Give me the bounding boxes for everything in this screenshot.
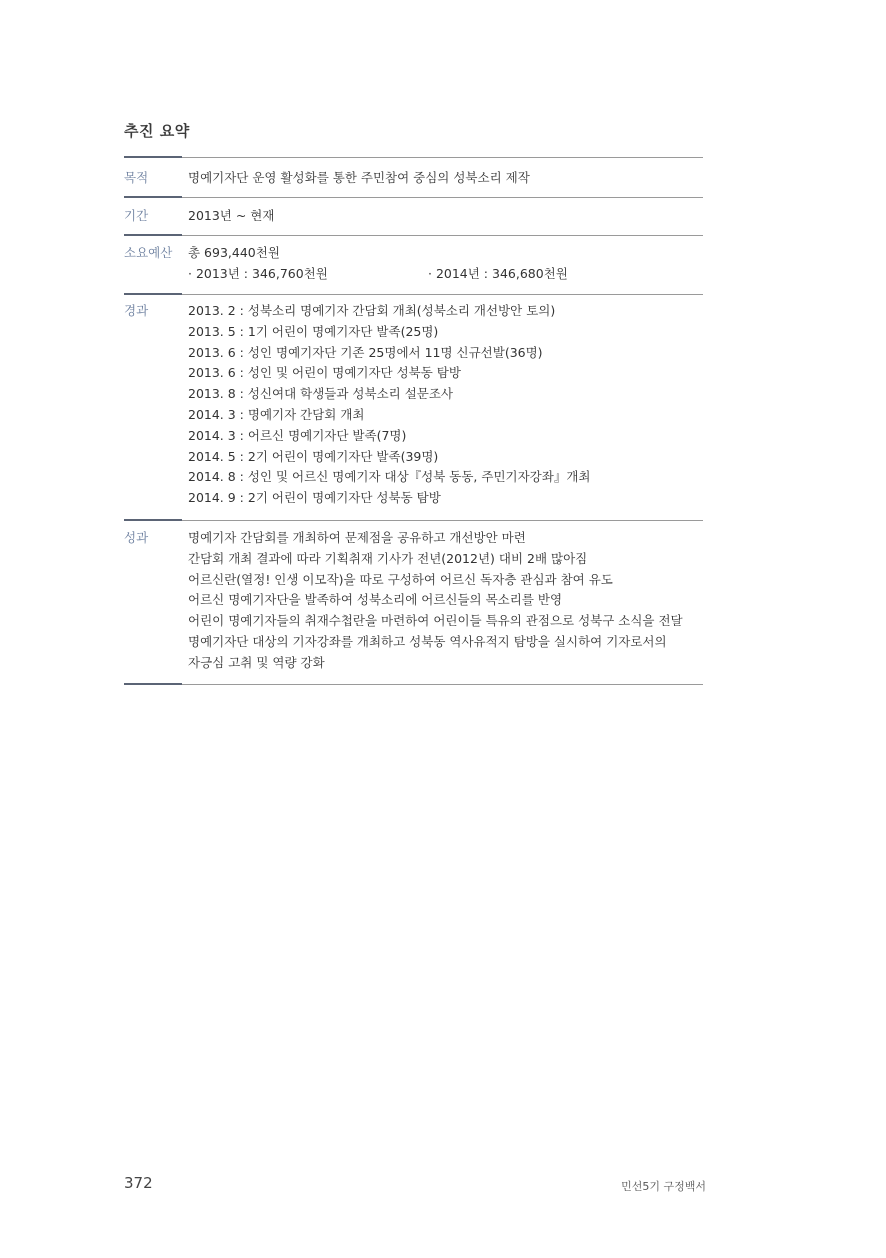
content-line: 어르신란(열정! 인생 이모작)을 따로 구성하여 어르신 독자층 관심과 참여 유도 — [188, 571, 613, 587]
content-line: 간담회 개최 결과에 따라 기획취재 기사가 전년(2012년) 대비 2배 많아짐 — [188, 550, 588, 566]
budget-2013: · 2013년 : 346,760천원 — [188, 265, 328, 281]
budget-2014: · 2014년 : 346,680천원 — [428, 265, 568, 281]
content-line: 자긍심 고취 및 역량 강화 — [188, 654, 325, 670]
content-line: 명예기자단 대상의 기자강좌를 개최하고 성북동 역사유적지 탐방을 실시하여 기자로서의 — [188, 633, 667, 649]
content-line: 2013. 5 : 1기 어린이 명예기자단 발족(25명) — [188, 323, 439, 339]
table-divider — [124, 684, 703, 685]
row-purpose — [124, 158, 703, 197]
budget-breakdown — [188, 264, 703, 285]
content-line: 2013년 ~ 현재 — [188, 208, 275, 223]
content-line: 2014. 8 : 성인 및 어르신 명예기자 대상『성북 동동, 주민기자강좌』개최 — [188, 469, 591, 485]
content-line: 2013. 2 : 성북소리 명예기자 간담회 개최(성북소리 개선방안 토의) — [188, 303, 556, 318]
content-line: 2014. 3 : 어르신 명예기자단 발족(7명) — [188, 427, 407, 443]
content-line: 2014. 3 : 명예기자 간담회 개최 — [188, 406, 365, 422]
budget-total: 총 693,440천원 — [188, 245, 280, 260]
content-line: 어린이 명예기자들의 취재수첩란을 마련하여 어린이들 특유의 관점으로 성북구 소식을 전달 — [188, 613, 683, 629]
row-label: 기간 — [124, 208, 149, 223]
row-label: 경과 — [124, 303, 149, 318]
content-line: 명예기자단 운영 활성화를 통한 주민참여 중심의 성북소리 제작 — [188, 170, 530, 185]
table-divider — [124, 157, 703, 158]
table-divider — [124, 294, 703, 295]
table-divider — [124, 520, 703, 521]
row-progress — [124, 295, 703, 520]
row-content — [188, 528, 703, 684]
content-line: 2014. 5 : 2기 어린이 명예기자단 발족(39명) — [188, 448, 439, 464]
content-line: 2013. 8 : 성신여대 학생들과 성북소리 설문조사 — [188, 386, 453, 402]
row-content — [188, 243, 703, 294]
content-line: 2013. 6 : 성인 명예기자단 기존 25명에서 11명 신규선발(36명) — [188, 344, 543, 360]
row-budget — [124, 236, 703, 294]
content-line: 2013. 6 : 성인 및 어린이 명예기자단 성북동 탐방 — [188, 365, 461, 381]
summary-table — [124, 157, 703, 685]
row-label: 목적 — [124, 170, 149, 185]
page-number: 372 — [124, 1174, 153, 1192]
row-label: 소요예산 — [124, 245, 173, 260]
row-label: 성과 — [124, 530, 149, 545]
row-content — [188, 206, 703, 235]
content-line: 명예기자 간담회를 개최하여 문제점을 공유하고 개선방안 마련 — [188, 530, 526, 545]
section-title: 추진 요약 — [124, 122, 190, 140]
row-results — [124, 521, 703, 684]
content-line: 2014. 9 : 2기 어린이 명예기자단 성북동 탐방 — [188, 490, 441, 506]
row-content — [188, 168, 703, 197]
row-period — [124, 198, 703, 235]
table-divider — [124, 235, 703, 236]
table-divider — [124, 197, 703, 198]
row-content — [188, 301, 703, 520]
content-line: 어르신 명예기자단을 발족하여 성북소리에 어르신들의 목소리를 반영 — [188, 592, 563, 608]
book-title: 민선5기 구정백서 — [621, 1180, 706, 1193]
